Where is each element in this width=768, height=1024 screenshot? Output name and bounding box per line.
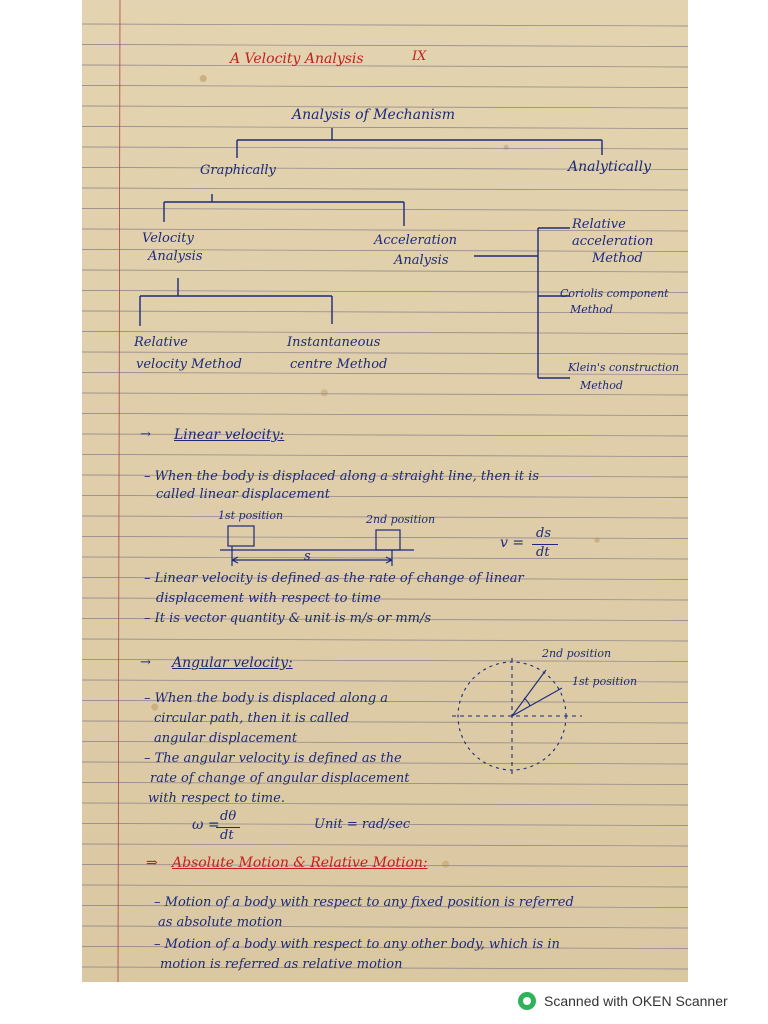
angular-b2-3: with respect to time.	[148, 791, 285, 806]
tree-graphical: Graphically	[200, 163, 276, 178]
tree-velocity-1: Velocity	[142, 231, 194, 246]
tree-relative-velocity-2: velocity Method	[136, 357, 242, 372]
tree-acceleration-1: Acceleration	[374, 233, 458, 248]
tree-kleins-2: Method	[580, 379, 623, 392]
linear-pos1: 1st position	[218, 509, 284, 522]
tree-root: Analysis of Mechanism	[292, 107, 455, 123]
scanner-watermark	[518, 990, 728, 1012]
tree-instantaneous-2: centre Method	[290, 357, 388, 372]
tree-velocity-2: Analysis	[148, 249, 203, 264]
motion-arrow: ⇒	[146, 855, 158, 871]
angular-displacement-diagram	[442, 647, 642, 780]
rule-line	[82, 414, 688, 416]
angular-arrow: →	[140, 655, 151, 670]
linear-displacement-diagram	[82, 500, 688, 570]
tree-rel-accel-1: Relative	[572, 217, 626, 232]
rule-line	[82, 885, 688, 887]
motion-rel-1: – Motion of a body with respect to any other body, which is in	[154, 937, 560, 952]
linear-b1-1: – Linear velocity is defined as the rate of change of linear	[144, 571, 524, 586]
angular-def-2: circular path, then it is called	[154, 711, 350, 726]
tree-relative-velocity-1: Relative	[134, 335, 188, 350]
linear-heading: Linear velocity:	[174, 427, 285, 443]
angular-unit: Unit = rad/sec	[314, 817, 411, 832]
rule-line	[82, 639, 688, 641]
angular-formula-den: dt	[220, 828, 234, 843]
linear-formula-den: dt	[536, 545, 550, 560]
rule-line	[82, 455, 688, 457]
rule-line	[82, 844, 688, 846]
angular-def-1: – When the body is displaced along a	[144, 691, 389, 706]
tree-rel-accel-3: Method	[592, 251, 643, 266]
angular-heading: Angular velocity:	[172, 655, 293, 671]
angular-b2-2: rate of change of angular displacement	[150, 771, 410, 786]
motion-abs-2: as absolute motion	[158, 915, 283, 930]
title-mark: IX	[412, 49, 427, 64]
angular-b2-1: – The angular velocity is defined as the	[144, 751, 402, 766]
angular-pos1: 1st position	[572, 675, 638, 688]
tree-acceleration-2: Analysis	[394, 253, 449, 268]
tree-analytical: Analytically	[568, 159, 652, 175]
linear-formula-num: ds	[536, 526, 551, 541]
tree-coriolis-2: Method	[570, 303, 613, 316]
page-title: A Velocity Analysis	[230, 51, 364, 67]
linear-def-2: called linear displacement	[156, 487, 330, 502]
linear-arrow: →	[140, 427, 151, 442]
tree-coriolis-1: Coriolis component	[560, 287, 669, 300]
angular-formula-num: dθ	[220, 809, 237, 824]
rule-line	[82, 434, 688, 436]
linear-formula-lhs: v =	[500, 535, 525, 551]
tree-kleins-1: Klein's construction	[568, 361, 680, 374]
motion-heading: Absolute Motion & Relative Motion:	[172, 855, 428, 871]
linear-def-1: – When the body is displaced along a straight line, then it is	[144, 469, 540, 484]
tree-rel-accel-2: acceleration	[572, 234, 654, 249]
tree-instantaneous-1: Instantaneous	[287, 335, 381, 350]
angular-pos2: 2nd position	[542, 647, 612, 660]
angular-def-3: angular displacement	[154, 731, 298, 746]
motion-abs-1: – Motion of a body with respect to any fixed position is referred	[154, 895, 574, 910]
linear-b2: – It is vector quantity & unit is m/s or mm/s	[144, 611, 432, 626]
scanner-text: Scanned with OKEN Scanner	[544, 993, 728, 1009]
scanner-logo-icon	[518, 992, 536, 1010]
linear-s-label: s	[304, 549, 311, 564]
motion-rel-2: motion is referred as relative motion	[160, 957, 403, 972]
angular-formula-lhs: ω =	[192, 817, 220, 833]
notebook-page	[82, 0, 688, 982]
linear-pos2: 2nd position	[366, 513, 436, 526]
linear-b1-2: displacement with respect to time	[156, 591, 381, 606]
